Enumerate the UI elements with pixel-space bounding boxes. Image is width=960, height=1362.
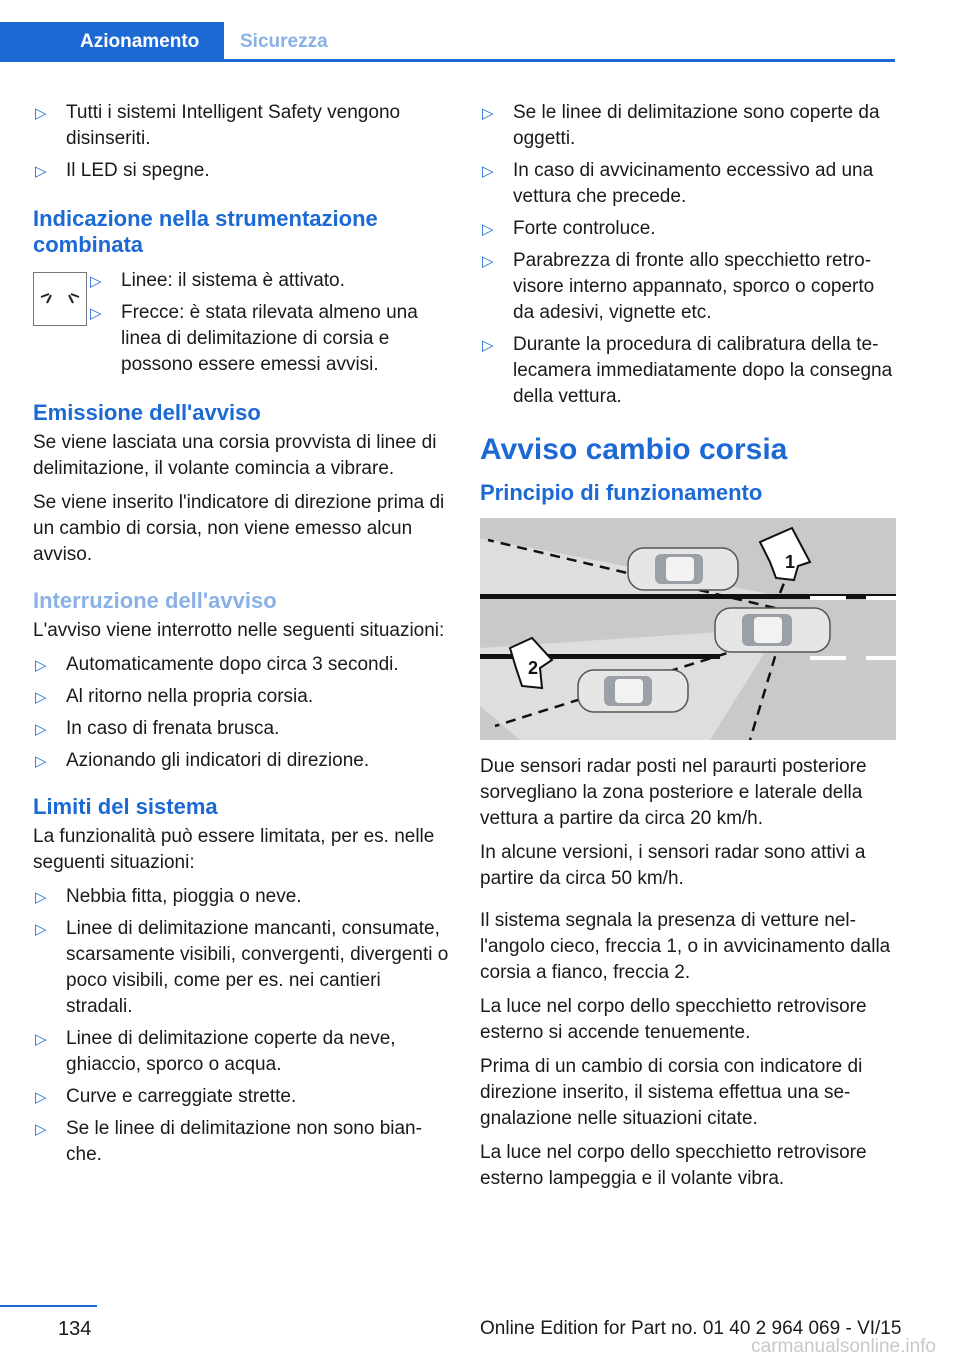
interruption-paragraph: L'avviso viene interrotto nelle seguenti situazioni: xyxy=(33,620,445,641)
list-item: ▷ Frecce: è stata rilevata almeno una linea di delimitazione di corsia e possono essere emessi avvisi. xyxy=(90,302,418,375)
bullet-triangle-icon: ▷ xyxy=(35,921,47,938)
list-item: ▷ Automaticamente dopo circa 3 secondi. xyxy=(33,652,449,678)
list-item: ▷ Curve e carreggiate strette. xyxy=(33,1084,449,1110)
heading-principle: Principio di funzionamento xyxy=(480,480,763,505)
bullet-triangle-icon: ▷ xyxy=(35,689,47,706)
bullet-triangle-icon: ▷ xyxy=(482,105,494,122)
principle-paragraph-1: Due sensori radar posti nel paraurti posteriore sorvegliano la zona posteriore e laterale della vettura a partire da circa 20 km/h. xyxy=(480,756,867,829)
principle-paragraph-4: La luce nel corpo dello specchietto retrovisore esterno si accende tenuemente. xyxy=(480,996,867,1043)
tab-sicurezza[interactable]: Sicurezza xyxy=(240,31,328,52)
lane-change-diagram xyxy=(480,518,896,740)
heading-limits: Limiti del sistema xyxy=(33,794,218,819)
bullet-triangle-icon: ▷ xyxy=(35,1089,47,1106)
watermark: carmanualsonline.info xyxy=(751,1336,936,1357)
bullet-triangle-icon: ▷ xyxy=(35,657,47,674)
heading-warning: Emissione dell'avviso xyxy=(33,400,261,425)
list-item: ▷ Forte controluce. xyxy=(480,216,896,242)
list-item: ▷ Linee: il sistema è attivato. xyxy=(88,268,449,294)
left-column xyxy=(33,100,449,1174)
car-top xyxy=(628,548,738,590)
lane-departure-indicator-icon xyxy=(33,272,87,326)
principle-paragraph-2: In alcune versioni, i sensori radar sono attivi a partire da circa 50 km/h. xyxy=(480,842,866,889)
bullet-triangle-icon: ▷ xyxy=(35,163,47,180)
indicator-bullet-list xyxy=(88,268,449,378)
list-item: ▷ Durante la procedura di calibratura della telecamera immediatamente dopo la consegna della vettura. xyxy=(482,334,893,407)
car-center xyxy=(715,608,830,652)
principle-paragraph-5: Prima di un cambio di corsia con indicatore di direzione inserito, il sistema effettua una segnalazione nelle situazioni citate. xyxy=(480,1056,863,1129)
arrow-1-label: 1 xyxy=(785,552,796,572)
bullet-triangle-icon: ▷ xyxy=(482,337,494,354)
limits-continued-bullet-list xyxy=(480,100,896,410)
heading-indicator: Indicazione nella strumentazione combinata xyxy=(33,206,378,257)
principle-paragraph-3: Il sistema segnala la presenza di vetture nell'angolo cieco, freccia 1, o in avvicinamento dalla corsia a fianco, freccia 2. xyxy=(480,910,891,983)
page-number: 134 xyxy=(58,1318,92,1340)
footer-rule xyxy=(0,1305,97,1307)
list-item: ▷ Se le linee di delimitazione non sono bianche. xyxy=(35,1118,422,1165)
bullet-triangle-icon: ▷ xyxy=(35,721,47,738)
bullet-triangle-icon: ▷ xyxy=(35,1121,47,1138)
warning-paragraph-2: Se viene inserito l'indicatore di direzione prima di un cambio di corsia, non viene emesso alcun avviso. xyxy=(33,492,445,565)
bullet-triangle-icon: ▷ xyxy=(35,889,47,906)
list-item: ▷ Se le linee di delimitazione sono coperte da oggetti. xyxy=(482,102,880,149)
heading-lane-change-warning: Avviso cambio corsia xyxy=(480,433,788,466)
bullet-triangle-icon: ▷ xyxy=(90,305,102,322)
list-item: ▷ In caso di avvicinamento eccessivo ad una vettura che precede. xyxy=(482,160,874,207)
bullet-triangle-icon: ▷ xyxy=(482,221,494,238)
interruption-bullet-list xyxy=(33,652,449,774)
heading-interruption: Interruzione dell'avviso xyxy=(33,588,277,613)
bullet-triangle-icon: ▷ xyxy=(35,105,47,122)
arrow-2-label: 2 xyxy=(528,658,539,678)
right-column xyxy=(480,100,896,1200)
tab-azionamento[interactable] xyxy=(0,22,224,62)
bullet-triangle-icon: ▷ xyxy=(35,753,47,770)
indicator-section xyxy=(33,268,449,378)
principle-paragraph-6: La luce nel corpo dello specchietto retrovisore esterno lampeggia e il volante vibra. xyxy=(480,1142,867,1189)
header-tabs xyxy=(0,22,895,62)
list-item: ▷ Azionando gli indicatori di direzione. xyxy=(33,748,449,774)
list-item: ▷ Tutti i sistemi Intelligent Safety vengono disinseriti. xyxy=(35,102,401,149)
list-item: ▷ Il LED si spegne. xyxy=(33,158,449,184)
bullet-triangle-icon: ▷ xyxy=(482,163,494,180)
edition-note: Online Edition for Part no. 01 40 2 964 069 - VI/15 xyxy=(480,1318,902,1339)
list-item: ▷ Al ritorno nella propria corsia. xyxy=(33,684,449,710)
car-bottom xyxy=(578,670,688,712)
bullet-triangle-icon: ▷ xyxy=(35,1031,47,1048)
list-item: ▷ Linee di delimitazione coperte da neve, ghiaccio, sporco o acqua. xyxy=(35,1028,396,1075)
tab-azionamento-label: Azionamento xyxy=(80,31,200,52)
limits-bullet-list xyxy=(33,884,449,1168)
limits-paragraph: La funzionalità può essere limitata, per es. nelle seguenti situazioni: xyxy=(33,826,435,873)
warning-paragraph-1: Se viene lasciata una corsia provvista di linee di delimitazione, il volante comincia a vibrare. xyxy=(33,432,437,479)
list-item: ▷ Linee di delimitazione mancanti, consumate, scarsamente visibili, convergenti, divergenti o poco visibili, come per es. nei cantieri stradali. xyxy=(35,918,449,1017)
bullet-triangle-icon: ▷ xyxy=(90,273,102,290)
header-rule xyxy=(224,59,895,62)
intro-bullet-list xyxy=(33,100,449,184)
list-item: ▷ Nebbia fitta, pioggia o neve. xyxy=(33,884,449,910)
list-item: ▷ In caso di frenata brusca. xyxy=(33,716,449,742)
bullet-triangle-icon: ▷ xyxy=(482,253,494,270)
list-item: ▷ Parabrezza di fronte allo specchietto retrovisore interno appannato, sporco o coperto da adesivi, vignette etc. xyxy=(482,250,875,323)
